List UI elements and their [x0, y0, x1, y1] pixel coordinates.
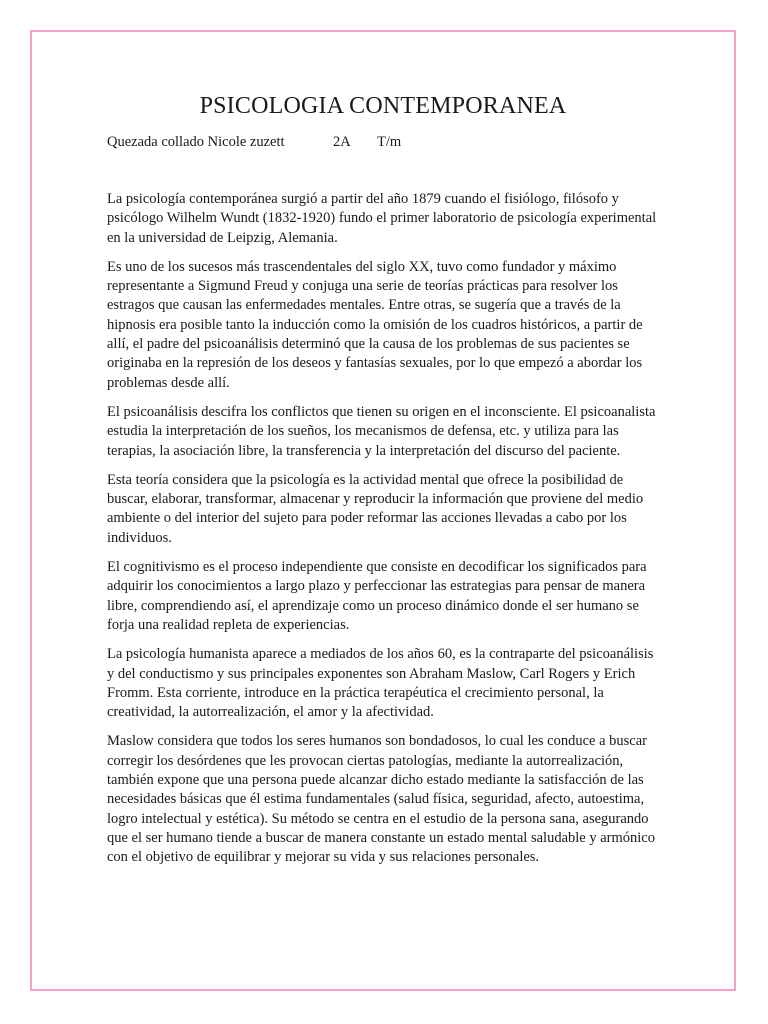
author-line: [107, 134, 401, 151]
paragraph-freud: Es uno de los sucesos más trascendentales del siglo XX, tuvo como fundador y máximo representante a Sigmund Freud y conjuga una serie de teorías prácticas para resolver los estragos que causan las enfermedades mentales. Entre otras, se sugería que a través de la hipnosis era posible tanto la inducción como la omisión de los cuadros históricos, a partir de allí, el padre del psicoanálisis determinó que la causa de los problemas de sus pacientes se originaba en la represión de los deseos y fantasías sexuales, por lo que empezó a abordar los problemas desde allí.: [107, 258, 643, 391]
document-body: [107, 190, 661, 878]
author-name: Quezada collado Nicole zuzett: [107, 134, 285, 150]
document-title: PSICOLOGIA CONTEMPORANEA: [199, 93, 567, 119]
author-group: 2A: [333, 134, 351, 150]
paragraph-maslow: Maslow considera que todos los seres humanos son bondadosos, lo cual les conduce a buscar corregir los desórdenes que les provocan ciertas patologías, mediante la autorrealización, también expone que una persona puede alcanzar dicho estado mediante la satisfacción de las necesidades básicas que él estima fundamentales (salud física, seguridad, afecto, autoestima, logro intelectual y estética). Su método se centra en el estudio de la persona sana, asegurando que el ser humano tiende a buscar de manera constante un estado mental saludable y armónico con el objetivo de equilibrar y mejorar su vida y sus relaciones personales.: [107, 733, 655, 866]
paragraph-wundt: La psicología contemporánea surgió a partir del año 1879 cuando el fisiólogo, filósofo y psicólogo Wilhelm Wundt (1832-1920) fundo el primer laboratorio de psicología experimental en la universidad de Leipzig, Alemania.: [107, 191, 657, 246]
paragraph-humanista: La psicología humanista aparece a mediados de los años 60, es la contraparte del psicoanálisis y del conductismo y sus principales exponentes son Abraham Maslow, Carl Rogers y Erich Fromm. Esta corriente, introduce en la práctica terapéutica el crecimiento personal, la creatividad, la autorrealización, el amor y la afectividad.: [107, 646, 654, 721]
paragraph-cognitivismo: El cognitivismo es el proceso independiente que consiste en decodificar los significados para adquirir los conocimientos a largo plazo y perfeccionar las estrategias para pensar de manera libre, comprendiendo así, el aprendizaje como un proceso dinámico donde el ser humano se forja una realidad repleta de experiencias.: [107, 559, 647, 633]
paragraph-teoria: Esta teoría considera que la psicología es la actividad mental que ofrece la posibilidad de buscar, elaborar, transformar, almacenar y reproducir la información que proviene del medio ambiente o del interior del sujeto para poder reformar las acciones llevadas a cabo por los individuos.: [107, 471, 644, 546]
author-shift: T/m: [377, 134, 402, 150]
paragraph-psicoanalisis: El psicoanálisis descifra los conflictos que tienen su origen en el inconsciente. El psicoanalista estudia la interpretación de los sueños, los mecanismos de defensa, etc. y utiliza para las terapias, la asociación libre, la transferencia y la interpretación del discurso del paciente.: [107, 403, 656, 459]
